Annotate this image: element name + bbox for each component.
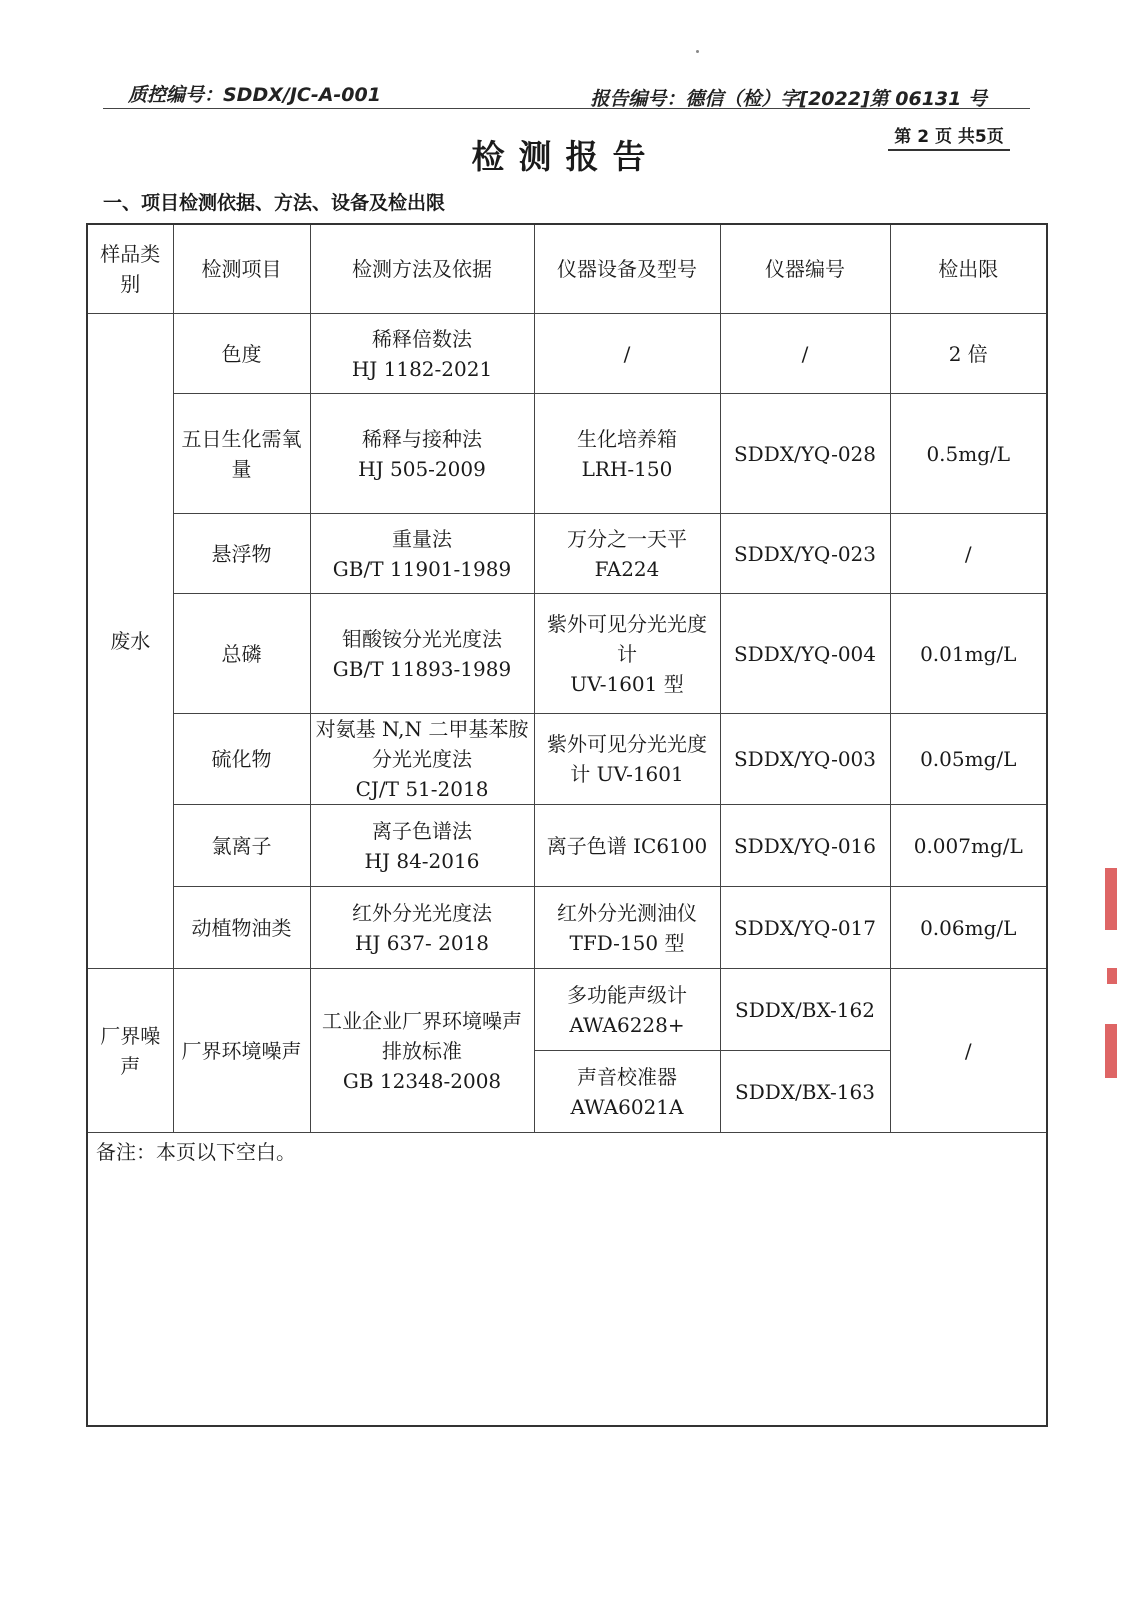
- equipment-cell: 多功能声级计 AWA6228+: [534, 969, 720, 1051]
- header-cell: 检出限: [890, 224, 1047, 314]
- method-cell: 钼酸铵分光光度法 GB/T 11893-1989: [310, 594, 534, 714]
- method-cell: 红外分光光度法 HJ 637- 2018: [310, 887, 534, 969]
- equipment-number-cell: SDDX/YQ-004: [720, 594, 890, 714]
- item-cell: 色度: [173, 314, 310, 394]
- equipment-cell: 声音校准器 AWA6021A: [534, 1051, 720, 1133]
- header-cell: 仪器编号: [720, 224, 890, 314]
- page-number: 第 2 页 共5页: [888, 122, 1010, 151]
- remark: 备注：本页以下空白。: [87, 1133, 1047, 1427]
- limit-cell: 0.06mg/L: [890, 887, 1047, 969]
- method-cell: 稀释与接种法 HJ 505-2009: [310, 394, 534, 514]
- remark-row: [87, 1133, 1047, 1427]
- seal-fragment: [1105, 868, 1117, 930]
- limit-cell: /: [890, 514, 1047, 594]
- item-cell: 厂界环境噪声: [173, 969, 310, 1133]
- equipment-cell: /: [534, 314, 720, 394]
- limit-cell: 0.5mg/L: [890, 394, 1047, 514]
- table-row: [87, 394, 1047, 514]
- seal-fragment: [1105, 1024, 1117, 1078]
- report-number: 报告编号：德信（检）字[2022]第 06131 号: [590, 88, 987, 110]
- table-row: [87, 714, 1047, 805]
- equipment-number-cell: SDDX/BX-162: [720, 969, 890, 1051]
- equipment-number-cell: SDDX/YQ-023: [720, 514, 890, 594]
- equipment-cell: 离子色谱 IC6100: [534, 805, 720, 887]
- seal-fragment: [1107, 968, 1117, 984]
- table-row: [87, 514, 1047, 594]
- limit-cell: 0.007mg/L: [890, 805, 1047, 887]
- item-cell: 五日生化需氧量: [173, 394, 310, 514]
- equipment-cell: 生化培养箱 LRH-150: [534, 394, 720, 514]
- equipment-cell: 红外分光测油仪 TFD-150 型: [534, 887, 720, 969]
- speck: [696, 50, 699, 53]
- equipment-cell: 紫外可见分光光度计 UV-1601: [534, 714, 720, 805]
- limit-cell: 0.05mg/L: [890, 714, 1047, 805]
- equipment-cell: 紫外可见分光光度计 UV-1601 型: [534, 594, 720, 714]
- table-row: [87, 594, 1047, 714]
- equipment-cell: 万分之一天平 FA224: [534, 514, 720, 594]
- item-cell: 动植物油类: [173, 887, 310, 969]
- header-cell: 检测项目: [173, 224, 310, 314]
- table-row: [87, 887, 1047, 969]
- equipment-number-cell: SDDX/YQ-017: [720, 887, 890, 969]
- category-cell: 厂界噪声: [87, 969, 173, 1133]
- limit-cell: /: [890, 969, 1047, 1133]
- method-cell: 重量法 GB/T 11901-1989: [310, 514, 534, 594]
- header-cell: 仪器设备及型号: [534, 224, 720, 314]
- header-cell: 样品类别: [87, 224, 173, 314]
- item-cell: 硫化物: [173, 714, 310, 805]
- method-cell: 稀释倍数法 HJ 1182-2021: [310, 314, 534, 394]
- category-cell: 废水: [87, 314, 173, 969]
- limit-cell: 0.01mg/L: [890, 594, 1047, 714]
- table-row: [87, 969, 1047, 1051]
- method-cell: 对氨基 N,N 二甲基苯胺分光光度法 CJ/T 51-2018: [310, 714, 534, 805]
- item-cell: 总磷: [173, 594, 310, 714]
- item-cell: 氯离子: [173, 805, 310, 887]
- table-row: [87, 805, 1047, 887]
- section-title: 一、项目检测依据、方法、设备及检出限: [103, 192, 446, 214]
- equipment-number-cell: SDDX/BX-163: [720, 1051, 890, 1133]
- table-row: [87, 314, 1047, 394]
- document-title: 检测报告: [471, 137, 660, 176]
- method-cell: 离子色谱法 HJ 84-2016: [310, 805, 534, 887]
- qc-number: 质控编号：SDDX/JC-A-001: [128, 84, 381, 106]
- equipment-number-cell: /: [720, 314, 890, 394]
- table-header-row: [87, 224, 1047, 314]
- equipment-number-cell: SDDX/YQ-003: [720, 714, 890, 805]
- header-cell: 检测方法及依据: [310, 224, 534, 314]
- method-cell: 工业企业厂界环境噪声排放标准 GB 12348-2008: [310, 969, 534, 1133]
- equipment-number-cell: SDDX/YQ-028: [720, 394, 890, 514]
- header-divider: [103, 108, 1030, 109]
- limit-cell: 2 倍: [890, 314, 1047, 394]
- detection-table: [86, 223, 1048, 1427]
- item-cell: 悬浮物: [173, 514, 310, 594]
- equipment-number-cell: SDDX/YQ-016: [720, 805, 890, 887]
